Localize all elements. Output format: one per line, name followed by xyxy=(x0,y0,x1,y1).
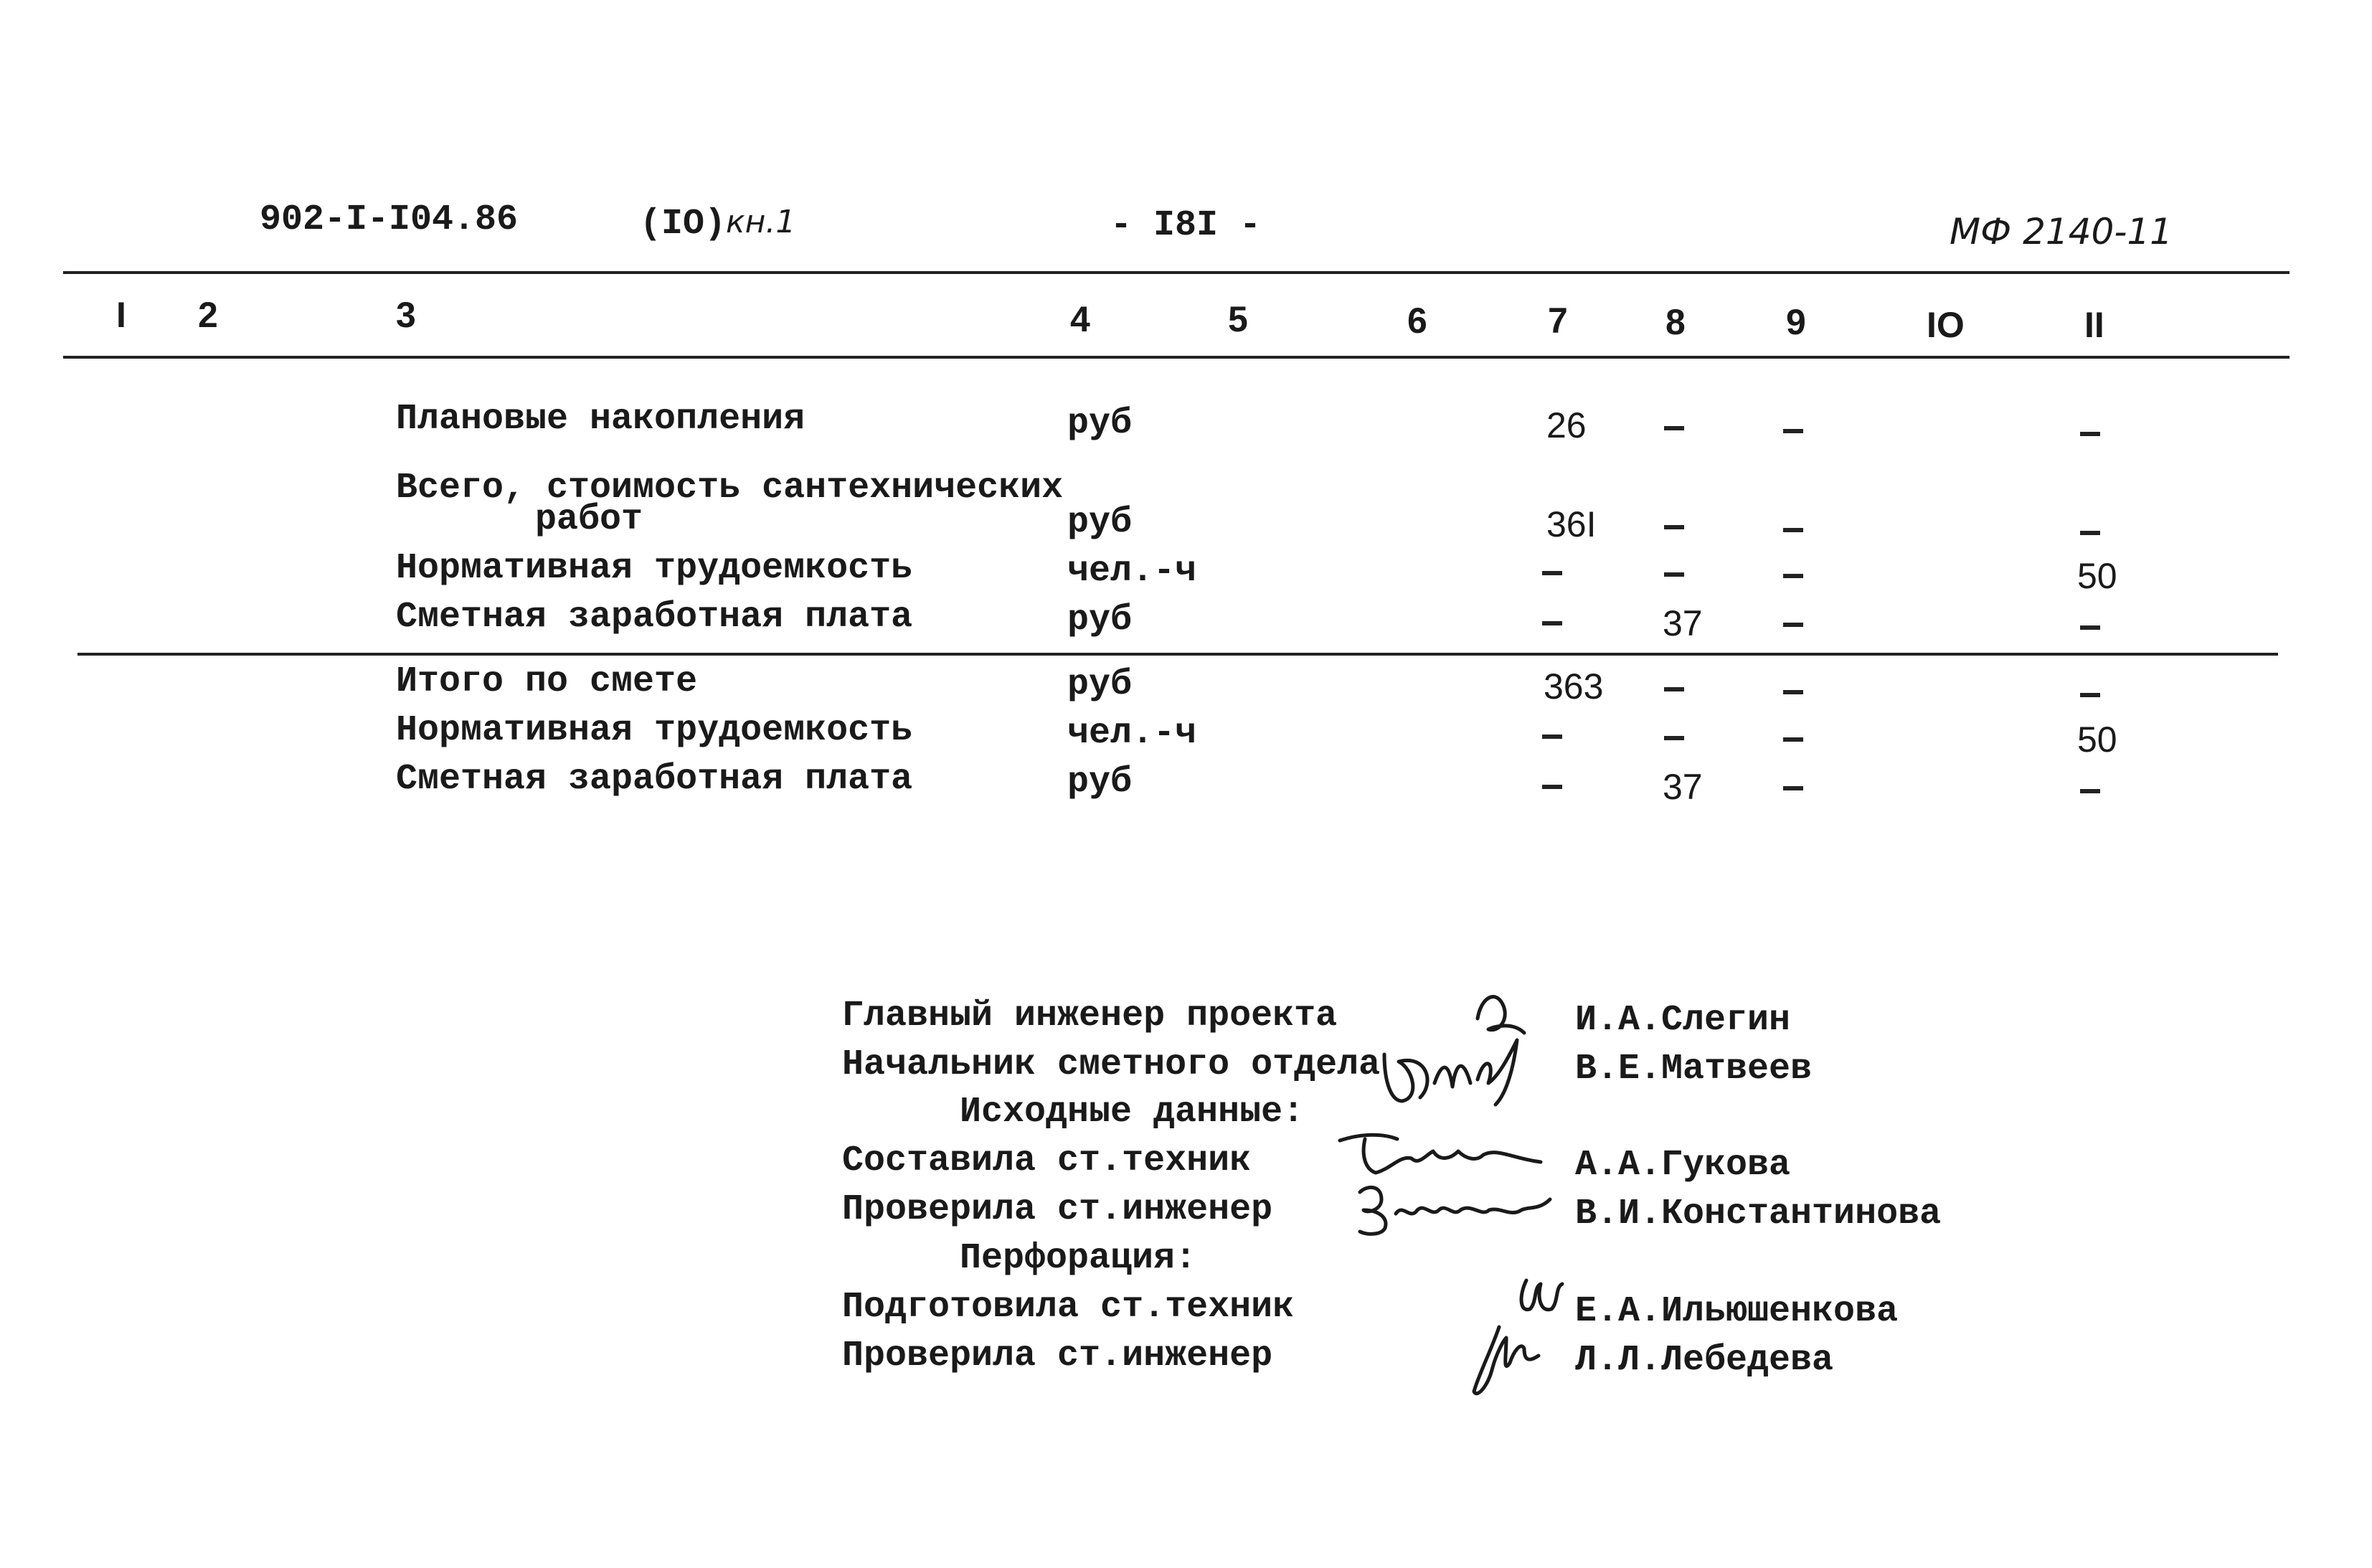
dash-mark xyxy=(1783,690,1803,694)
archive-code: МФ 2140-11 xyxy=(1950,211,2173,252)
dash-mark xyxy=(1783,429,1803,433)
row-col7: 36I xyxy=(1546,504,1597,544)
signature-lebedeva xyxy=(1463,1320,1549,1406)
heading-source-data: Исходные данные: xyxy=(960,1092,1305,1133)
heading-perforation: Перфорация: xyxy=(960,1238,1197,1279)
row-col8: 37 xyxy=(1663,767,1703,807)
dash-mark xyxy=(2080,531,2100,535)
name-perf-checked: Л.Л.Лебедева xyxy=(1575,1340,1834,1381)
column-header-5: 5 xyxy=(1228,299,1248,339)
dash-mark xyxy=(1542,735,1562,739)
dash-mark xyxy=(2080,693,2100,697)
table-header-rule xyxy=(63,356,2290,359)
table-top-rule xyxy=(63,271,2290,274)
name-estimate-head: В.Е.Матвеев xyxy=(1575,1049,1813,1090)
volume-note: кн.1 xyxy=(726,204,796,240)
role-estimate-head: Начальник сметного отдела xyxy=(842,1044,1381,1085)
column-header-10: IO xyxy=(1927,305,1965,345)
row-unit: руб xyxy=(1067,502,1133,543)
row-name: Сметная заработная плата xyxy=(396,597,913,638)
dash-mark xyxy=(1783,737,1803,742)
role-perf-checked: Проверила ст.инженер xyxy=(842,1336,1273,1376)
row-name-continued: работ xyxy=(535,499,643,540)
dash-mark xyxy=(1542,785,1562,789)
column-header-4: 4 xyxy=(1070,299,1090,339)
dash-mark xyxy=(1542,571,1562,575)
doc-code: 902-I-I04.86 xyxy=(260,199,519,240)
row-name: Нормативная трудоемкость xyxy=(396,548,913,589)
row-unit: руб xyxy=(1067,664,1133,705)
dash-mark xyxy=(1783,574,1803,578)
dash-mark xyxy=(1664,426,1684,430)
row-unit: руб xyxy=(1067,403,1133,444)
dash-mark xyxy=(2080,432,2100,436)
row-unit: чел.-ч xyxy=(1067,551,1197,592)
role-compiled: Составила ст.техник xyxy=(842,1140,1252,1181)
dash-mark xyxy=(1542,621,1562,625)
column-header-8: 8 xyxy=(1665,302,1686,342)
totals-rule xyxy=(77,653,2278,656)
row-name: Сметная заработная плата xyxy=(396,759,913,800)
dash-mark xyxy=(1664,736,1684,740)
dash-mark xyxy=(1783,786,1803,790)
column-header-9: 9 xyxy=(1786,302,1806,342)
row-unit: чел.-ч xyxy=(1067,713,1197,754)
row-col7: 26 xyxy=(1546,405,1587,445)
column-header-11: II xyxy=(2084,305,2104,345)
dash-mark xyxy=(2080,625,2100,630)
row-name: Плановые накопления xyxy=(396,399,805,440)
row-col11: 50 xyxy=(2077,556,2117,596)
role-checked: Проверила ст.инженер xyxy=(842,1189,1273,1230)
signature-slegin-matveev xyxy=(1370,976,1556,1112)
page-number: - I8I - xyxy=(1110,205,1262,246)
row-unit: руб xyxy=(1067,600,1133,641)
column-header-3: 3 xyxy=(396,295,416,335)
dash-mark xyxy=(1664,572,1684,577)
name-chief-engineer: И.А.Слегин xyxy=(1575,1000,1791,1041)
name-prepared: Е.А.Ильюшенкова xyxy=(1575,1291,1899,1332)
name-compiled: А.А.Гукова xyxy=(1575,1145,1791,1186)
column-header-7: 7 xyxy=(1548,301,1568,341)
row-unit: руб xyxy=(1067,762,1133,803)
dash-mark xyxy=(1664,525,1684,529)
volume-number: (IO) xyxy=(640,204,727,245)
dash-mark xyxy=(1664,687,1684,691)
dash-mark xyxy=(2080,789,2100,793)
signature-ilyushenkova xyxy=(1512,1270,1569,1320)
row-name: Итого по смете xyxy=(396,661,698,702)
dash-mark xyxy=(1783,528,1803,532)
role-chief-engineer: Главный инженер проекта xyxy=(842,996,1338,1036)
row-name: Нормативная трудоемкость xyxy=(396,710,913,751)
row-col7: 363 xyxy=(1544,666,1604,707)
row-col8: 37 xyxy=(1663,603,1703,643)
row-col11: 50 xyxy=(2077,719,2117,760)
row-name: Всего, стоимость сантехнических xyxy=(396,468,1064,509)
column-header-1: I xyxy=(116,295,126,335)
column-header-2: 2 xyxy=(198,295,218,335)
role-prepared: Подготовила ст.техник xyxy=(842,1287,1295,1328)
dash-mark xyxy=(1783,623,1803,627)
name-checked: В.И.Константинова xyxy=(1575,1194,1942,1234)
column-header-6: 6 xyxy=(1407,301,1427,341)
